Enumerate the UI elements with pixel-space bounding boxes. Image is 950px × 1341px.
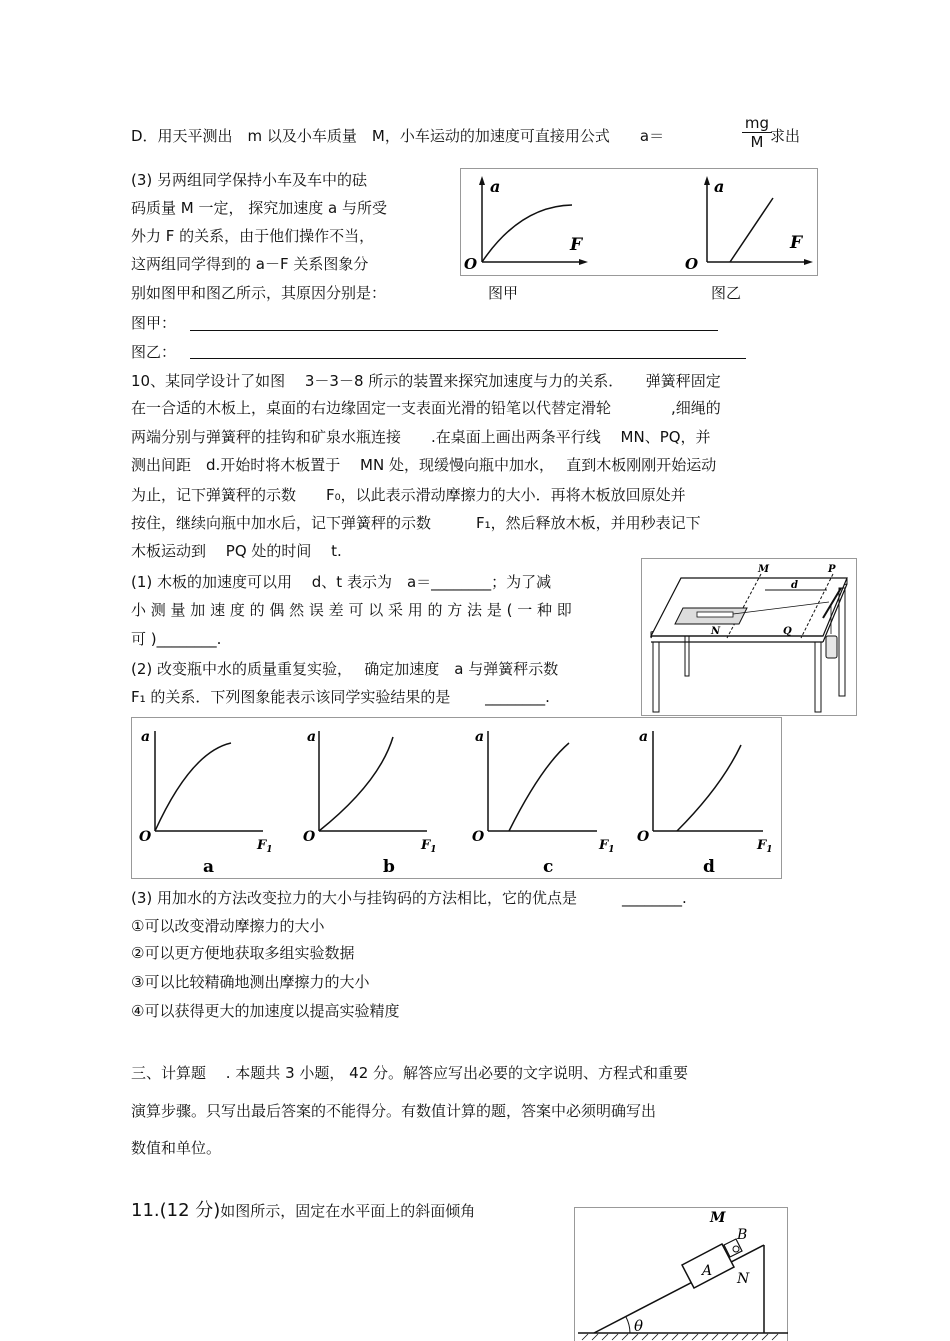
axis-label-a: a [307,729,317,745]
origin-label: O [464,255,478,273]
axis-label-f: F [570,235,583,255]
section3-line-2: 演算步骤。只写出最后答案的不能得分。有数值计算的题，答案中必须明确写出 [131,1102,657,1120]
label-q: Q [783,626,792,637]
q9-3-line-2: 码质量 M 一定， 探究加速度 a 与所受 [131,199,387,217]
options-graphs-figure [131,717,782,879]
q10-option-1: ①可以改变滑动摩擦力的大小 [131,917,325,935]
q9-option-d-text: D．用天平测出 m 以及小车质量 M，小车运动的加速度可直接用公式 a＝ [131,127,665,145]
q10-intro-line-4: 测出间距 d.开始时将木板置于 MN 处，现缓慢向瓶中加水， 直到木板刚刚开始运动 [131,456,717,474]
axis-label-a: a [141,729,151,745]
answer-yi [131,342,176,362]
origin-label: O [303,829,316,845]
incline-surface [594,1245,764,1333]
graph-option-c [472,729,615,877]
answer-yi-label: 图乙： [131,343,177,361]
q10-option-4: ④可以获得更大的加速度以提高实验精度 [131,1002,400,1020]
axis-label-f: F [790,233,803,253]
graph-option-d [637,729,773,877]
q10-3-line: (3) 用加水的方法改变拉力的大小与挂钩码的方法相比，它的优点是 ________. [131,889,687,907]
q9-3-line-3: 外力 F 的关系，由于他们操作不当， [131,227,375,245]
origin-label: O [139,829,152,845]
origin-label: O [685,255,699,273]
option-label-c: c [543,857,554,877]
label-m: M [710,1210,726,1226]
curve-c [509,743,569,831]
label-b: B [737,1227,748,1243]
q9-3-line-1: (3) 另两组同学保持小车及车中的砝 [131,171,368,189]
q10-intro-line-6: 按住，继续向瓶中加水后，记下弹簧秤的示数 F₁，然后释放木板，并用秒表记下 [131,514,701,532]
q9-option-d [131,126,664,146]
water-bottle [826,636,837,658]
axis-label-f1: $F_1$ [257,838,273,855]
curve-b [319,737,393,831]
q11-line [131,1201,475,1221]
figure-frame [132,718,782,879]
q11-number: 11.(12 分) [131,1200,221,1221]
fraction-numerator: mg [744,114,770,132]
q10-intro-line-5: 为止，记下弹簧秤的示数 F₀，以此表示滑动摩擦力的大小．再将木板放回原处并 [131,486,686,504]
axis-label-a: a [714,177,725,196]
q10-option-2: ②可以更方便地获取多组实验数据 [131,944,355,962]
q9-option-d-suffix: 求出 [770,127,801,145]
q10-2-line-2: F₁ 的关系．下列图象能表示该同学实验结果的是 ________. [131,688,550,706]
table-leg [815,642,821,712]
q9-3-line-5: 别如图甲和图乙所示，其原因分别是： [131,284,387,302]
axis-label-a: a [475,729,485,745]
curve-a [155,743,231,831]
label-theta: θ [634,1317,644,1335]
label-n: N [711,626,721,637]
x-axis-arrow-icon [804,259,813,265]
axis-label-f1: $F_1$ [757,838,773,855]
q10-1-line-3: 可 )________. [131,630,222,648]
graphs-jia-yi-figure [460,168,818,276]
label-d: d [791,580,798,591]
option-label-b: b [383,857,395,877]
origin-label: O [637,829,650,845]
table-leg [653,642,659,712]
q11-text: 如图所示，固定在水平面上的斜面倾角 [220,1202,476,1220]
option-label-a: a [203,857,215,877]
y-axis-arrow-icon [704,176,710,185]
axis-label-f1: $F_1$ [421,838,437,855]
line-yi [730,198,773,262]
q10-1-line-2: 小 测 量 加 速 度 的 偶 然 误 差 可 以 采 用 的 方 法 是 ( 一 种 即 [131,601,572,619]
curve-d [677,745,741,831]
q10-intro-line-1: 10、某同学设计了如图 3－3－8 所示的装置来探究加速度与力的关系． 弹簧秤固定 [131,372,721,390]
q10-intro-line-2: 在一合适的木板上，桌面的右边缘固定一支表面光滑的铅笔以代替定滑轮 ,细绳的 [131,399,721,417]
axis-label-a: a [490,177,501,196]
angle-arc [626,1317,630,1333]
fraction-denominator: M [742,132,772,151]
graph-jia [464,176,588,273]
answer-jia-label: 图甲： [131,314,177,332]
graph-option-b [303,729,437,877]
table-leg [839,588,845,696]
label-p: P [828,564,836,575]
section3-line-3: 数值和单位。 [131,1139,222,1157]
graph-option-a [139,729,273,877]
caption-jia: 图甲 [488,284,519,302]
answer-yi-blank[interactable] [190,358,746,359]
q10-intro-line-7: 木板运动到 PQ 处的时间 t. [131,542,342,560]
apparatus-figure [641,558,857,716]
origin-label: O [472,829,485,845]
label-m: M [758,564,770,575]
graph-yi [685,176,813,273]
table-top [651,578,847,636]
section3-line-1: 三、计算题 . 本题共 3 小题， 42 分。解答应写出必要的文字说明、方程式和重要 [131,1064,689,1082]
q9-3-line-4: 这两组同学得到的 a－F 关系图象分 [131,255,369,273]
answer-jia [131,313,176,333]
x-axis-arrow-icon [579,259,588,265]
ground-hatching [582,1334,778,1340]
figure-frame [461,169,818,276]
q10-option-3: ③可以比较精确地测出摩擦力的大小 [131,973,370,991]
label-n: N [737,1271,750,1287]
formula-fraction [742,114,772,151]
y-axis-arrow-icon [479,176,485,185]
figure-frame [575,1208,788,1341]
option-label-d: d [703,857,715,877]
axis-label-f1: $F_1$ [599,838,615,855]
spring-scale [697,612,733,617]
q10-1-line-1: (1) 木板的加速度可以用 d、t 表示为 a＝________；为了减 [131,573,552,591]
axis-label-a: a [639,729,649,745]
label-a: A [702,1263,713,1279]
q10-intro-line-3: 两端分别与弹簧秤的挂钩和矿泉水瓶连接 .在桌面上画出两条平行线 MN、PQ，并 [131,428,711,446]
answer-jia-blank[interactable] [190,330,718,331]
curve-jia [482,205,572,262]
caption-yi: 图乙 [711,284,742,302]
q10-2-line-1: (2) 改变瓶中水的质量重复实验， 确定加速度 a 与弹簧秤示数 [131,660,559,678]
incline-figure [574,1207,788,1341]
